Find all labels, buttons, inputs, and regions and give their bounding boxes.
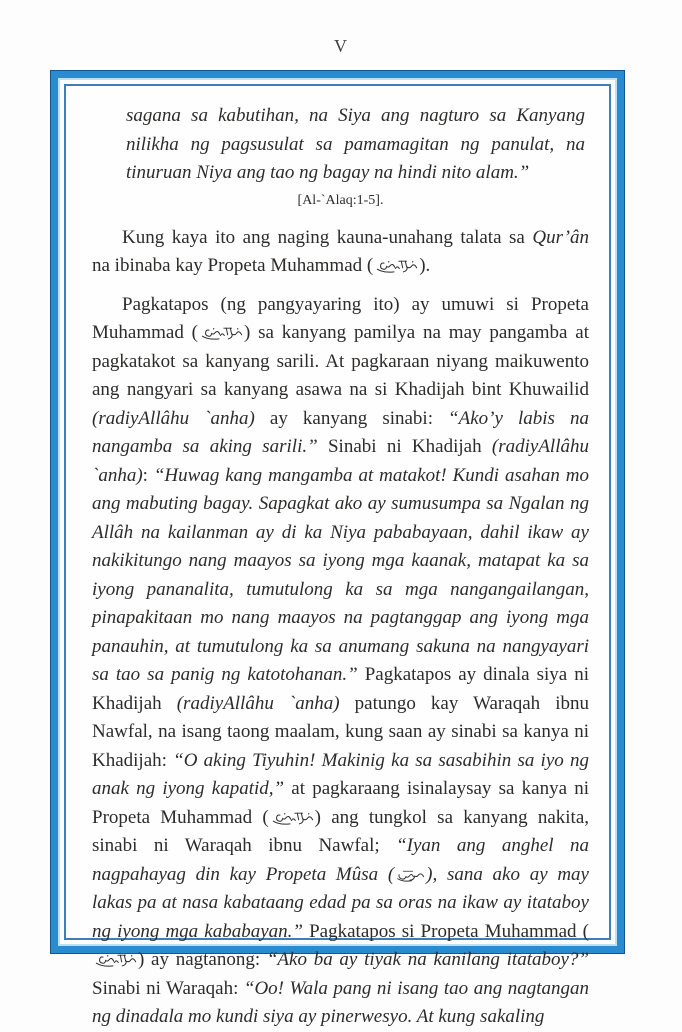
opening-quote: sagana sa kabutihan, na Siya ang nagturo sa Kanyang nilikha ng pagsusulat sa pamamagitan ng panulat, na tinuruan Niya ang tao ng bagay na hindi nito alam.”: [126, 105, 585, 183]
saw-honorific-icon: [270, 811, 314, 826]
text-run: Sinabi ni Khadijah: [317, 436, 492, 457]
italic-run: “Ako ba ay tiyak na kanilang itataboy?”: [266, 949, 589, 970]
italic-run: (radiyAllâhu `anha): [92, 407, 255, 429]
page-number: V: [334, 36, 348, 56]
page-content-area: [64, 84, 611, 1027]
text-run: ) ay nagtanong:: [138, 949, 267, 970]
text-run: at pagkaraang isinalaysay sa kanya ni Propeta Muhammad (: [92, 778, 589, 828]
italic-run: “Iyan ang anghel na nagpahayag din kay Propeta Mûsa (: [92, 835, 589, 885]
text-run: ).: [419, 255, 431, 276]
saw-honorific-icon: [199, 326, 243, 341]
italic-run: “Oo! Wala pang ni isang tao ang nagtangan ng dinadala mo kundi siya ay pinerwesyo. At kung sakaling: [92, 977, 589, 1027]
italic-run: Qur’ân: [532, 226, 589, 248]
body-paragraph: [92, 291, 589, 1032]
text-run: Pagkatapos ay dinala siya ni Khadijah: [92, 664, 589, 714]
italic-run: “O aking Tiyuhin! Makinig ka sa sasabihin sa iyo ng anak ng iyong kapatid,”: [92, 749, 589, 799]
text-run: Pagkatapos si Propeta Muhammad (: [302, 920, 589, 942]
text-run: ) ang tungkol sa kanyang nakita, sinabi ni Waraqah ibnu Nawfal;: [92, 806, 590, 856]
decorative-frame: [50, 70, 625, 1027]
text-run: Pagkatapos (ng pangyayaring ito) ay umuwi si Propeta Muhammad (: [92, 293, 589, 343]
italic-run: “Huwag kang mangamba at matakot! Kundi asahan mo ang mabuting bagay. Sapagkat ako ay sumusumpa sa Ngalan ng Allâh na kailanman ay di ka Niya pababayaan, dahil ikaw ay nakikitungo nang maayos sa iyong mga kaanak, matapat ka sa iyong pananalita, tumutulong ka sa mga nangangailangan, pinapakitaan mo nang maayos na pagtanggap ang iyong mga panauhin, at tumutulong ka sa anumang sakuna na nangyayari sa tao sa panig ng katotohanan.”: [92, 464, 589, 685]
text-run: na ibinaba kay Propeta Muhammad (: [92, 255, 374, 276]
text-run: :: [142, 464, 154, 486]
saw-honorific-icon: [374, 259, 418, 274]
italic-run: “Ako’y labis na nangamba sa aking sarili.”: [92, 407, 589, 457]
as-honorific-icon: [395, 869, 425, 883]
text-run: ay kanyang sinabi:: [254, 407, 449, 429]
quote-citation: [Al-`Alaq:1-5].: [297, 192, 384, 208]
text-run: Kung kaya ito ang naging kauna-unahang talata sa: [122, 226, 533, 248]
italic-run: ), sana ako ay may lakas pa at nasa kabataang edad pa sa oras na ikaw ay itataboy ng iyong mga kababayan.”: [92, 863, 589, 942]
italic-run: (radiyAllâhu `anha): [92, 436, 589, 486]
text-run: patungo kay Waraqah ibnu Nawfal, na isang taong maalam, kung saan ay sinabi sa kanya ni Khadijah:: [92, 692, 589, 771]
text-run: ) sa kanyang pamilya na may pangamba at pagkatakot sa kanyang sarili. At pagkaraan niyang maikuwento ang nangyari sa kanyang asawa na si Khadijah bint Khuwailid: [92, 322, 589, 400]
saw-honorific-icon: [93, 953, 137, 968]
text-run: Sinabi ni Waraqah:: [92, 977, 244, 999]
frame-white-gap: [60, 80, 615, 1027]
body-paragraph: [92, 224, 589, 281]
italic-run: (radiyAllâhu `anha): [176, 692, 340, 714]
frame-pale-line: [58, 78, 617, 1027]
